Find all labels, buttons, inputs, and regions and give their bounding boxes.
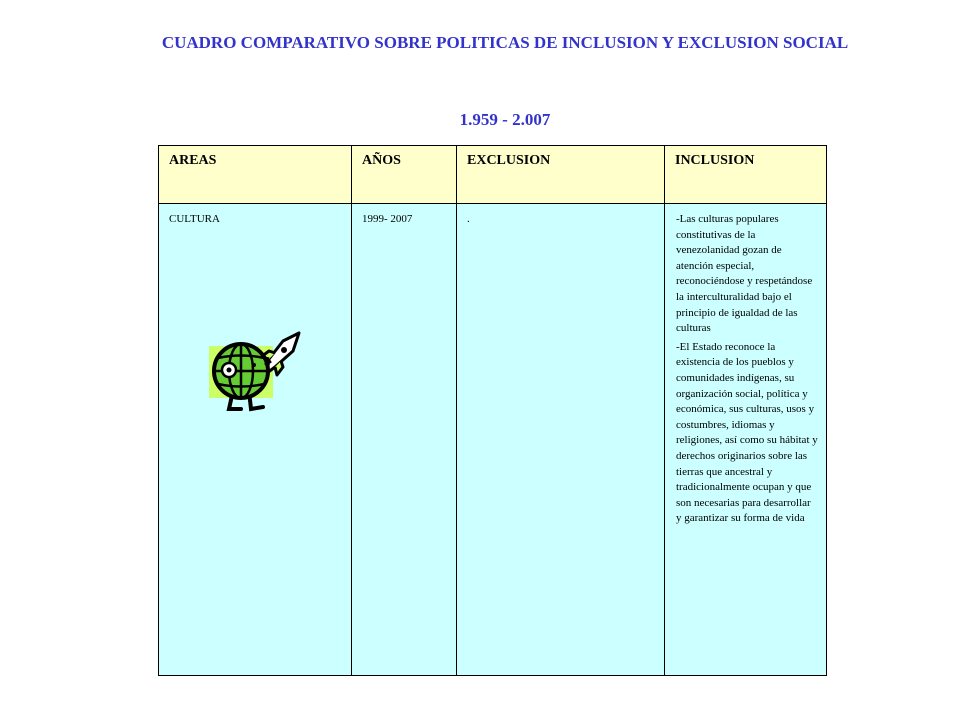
document-title: CUADRO COMPARATIVO SOBRE POLITICAS DE INCLUSION Y EXCLUSION SOCIAL <box>161 33 849 52</box>
cell-exclusion: . <box>457 204 665 676</box>
globe-rocket-icon <box>209 331 304 416</box>
header-row <box>159 146 827 204</box>
header-exclusion: EXCLUSION <box>457 146 665 204</box>
period-range: 1.959 - 2.007 <box>459 110 551 129</box>
cell-inclusion <box>665 204 827 676</box>
area-label: CULTURA <box>169 213 220 225</box>
table-row <box>159 204 827 676</box>
header-inclusion: INCLUSION <box>665 146 827 204</box>
inclusion-paragraph: -El Estado reconoce la existencia de los pueblos y comunidades indígenas, su organización social, política y económica, sus culturas, usos y costumbres, idiomas y religiones, así como su hábitat y derechos originarios sobre las tierras que ancestral y tradicionalmente ocupan y que son necesarias para desarrollar y garantizar su forma de vida <box>676 340 818 525</box>
header-years: AÑOS <box>352 146 457 204</box>
cell-years: 1999- 2007 <box>352 204 457 676</box>
inclusion-paragraph: -Las culturas populares constitutivas de la venezolanidad gozan de atención especial, reconociéndose y respetándose la interculturalidad bajo el principio de igualdad de las culturas <box>676 213 813 335</box>
cell-area <box>159 204 352 676</box>
comparison-table <box>158 145 827 676</box>
header-areas: AREAS <box>159 146 352 204</box>
